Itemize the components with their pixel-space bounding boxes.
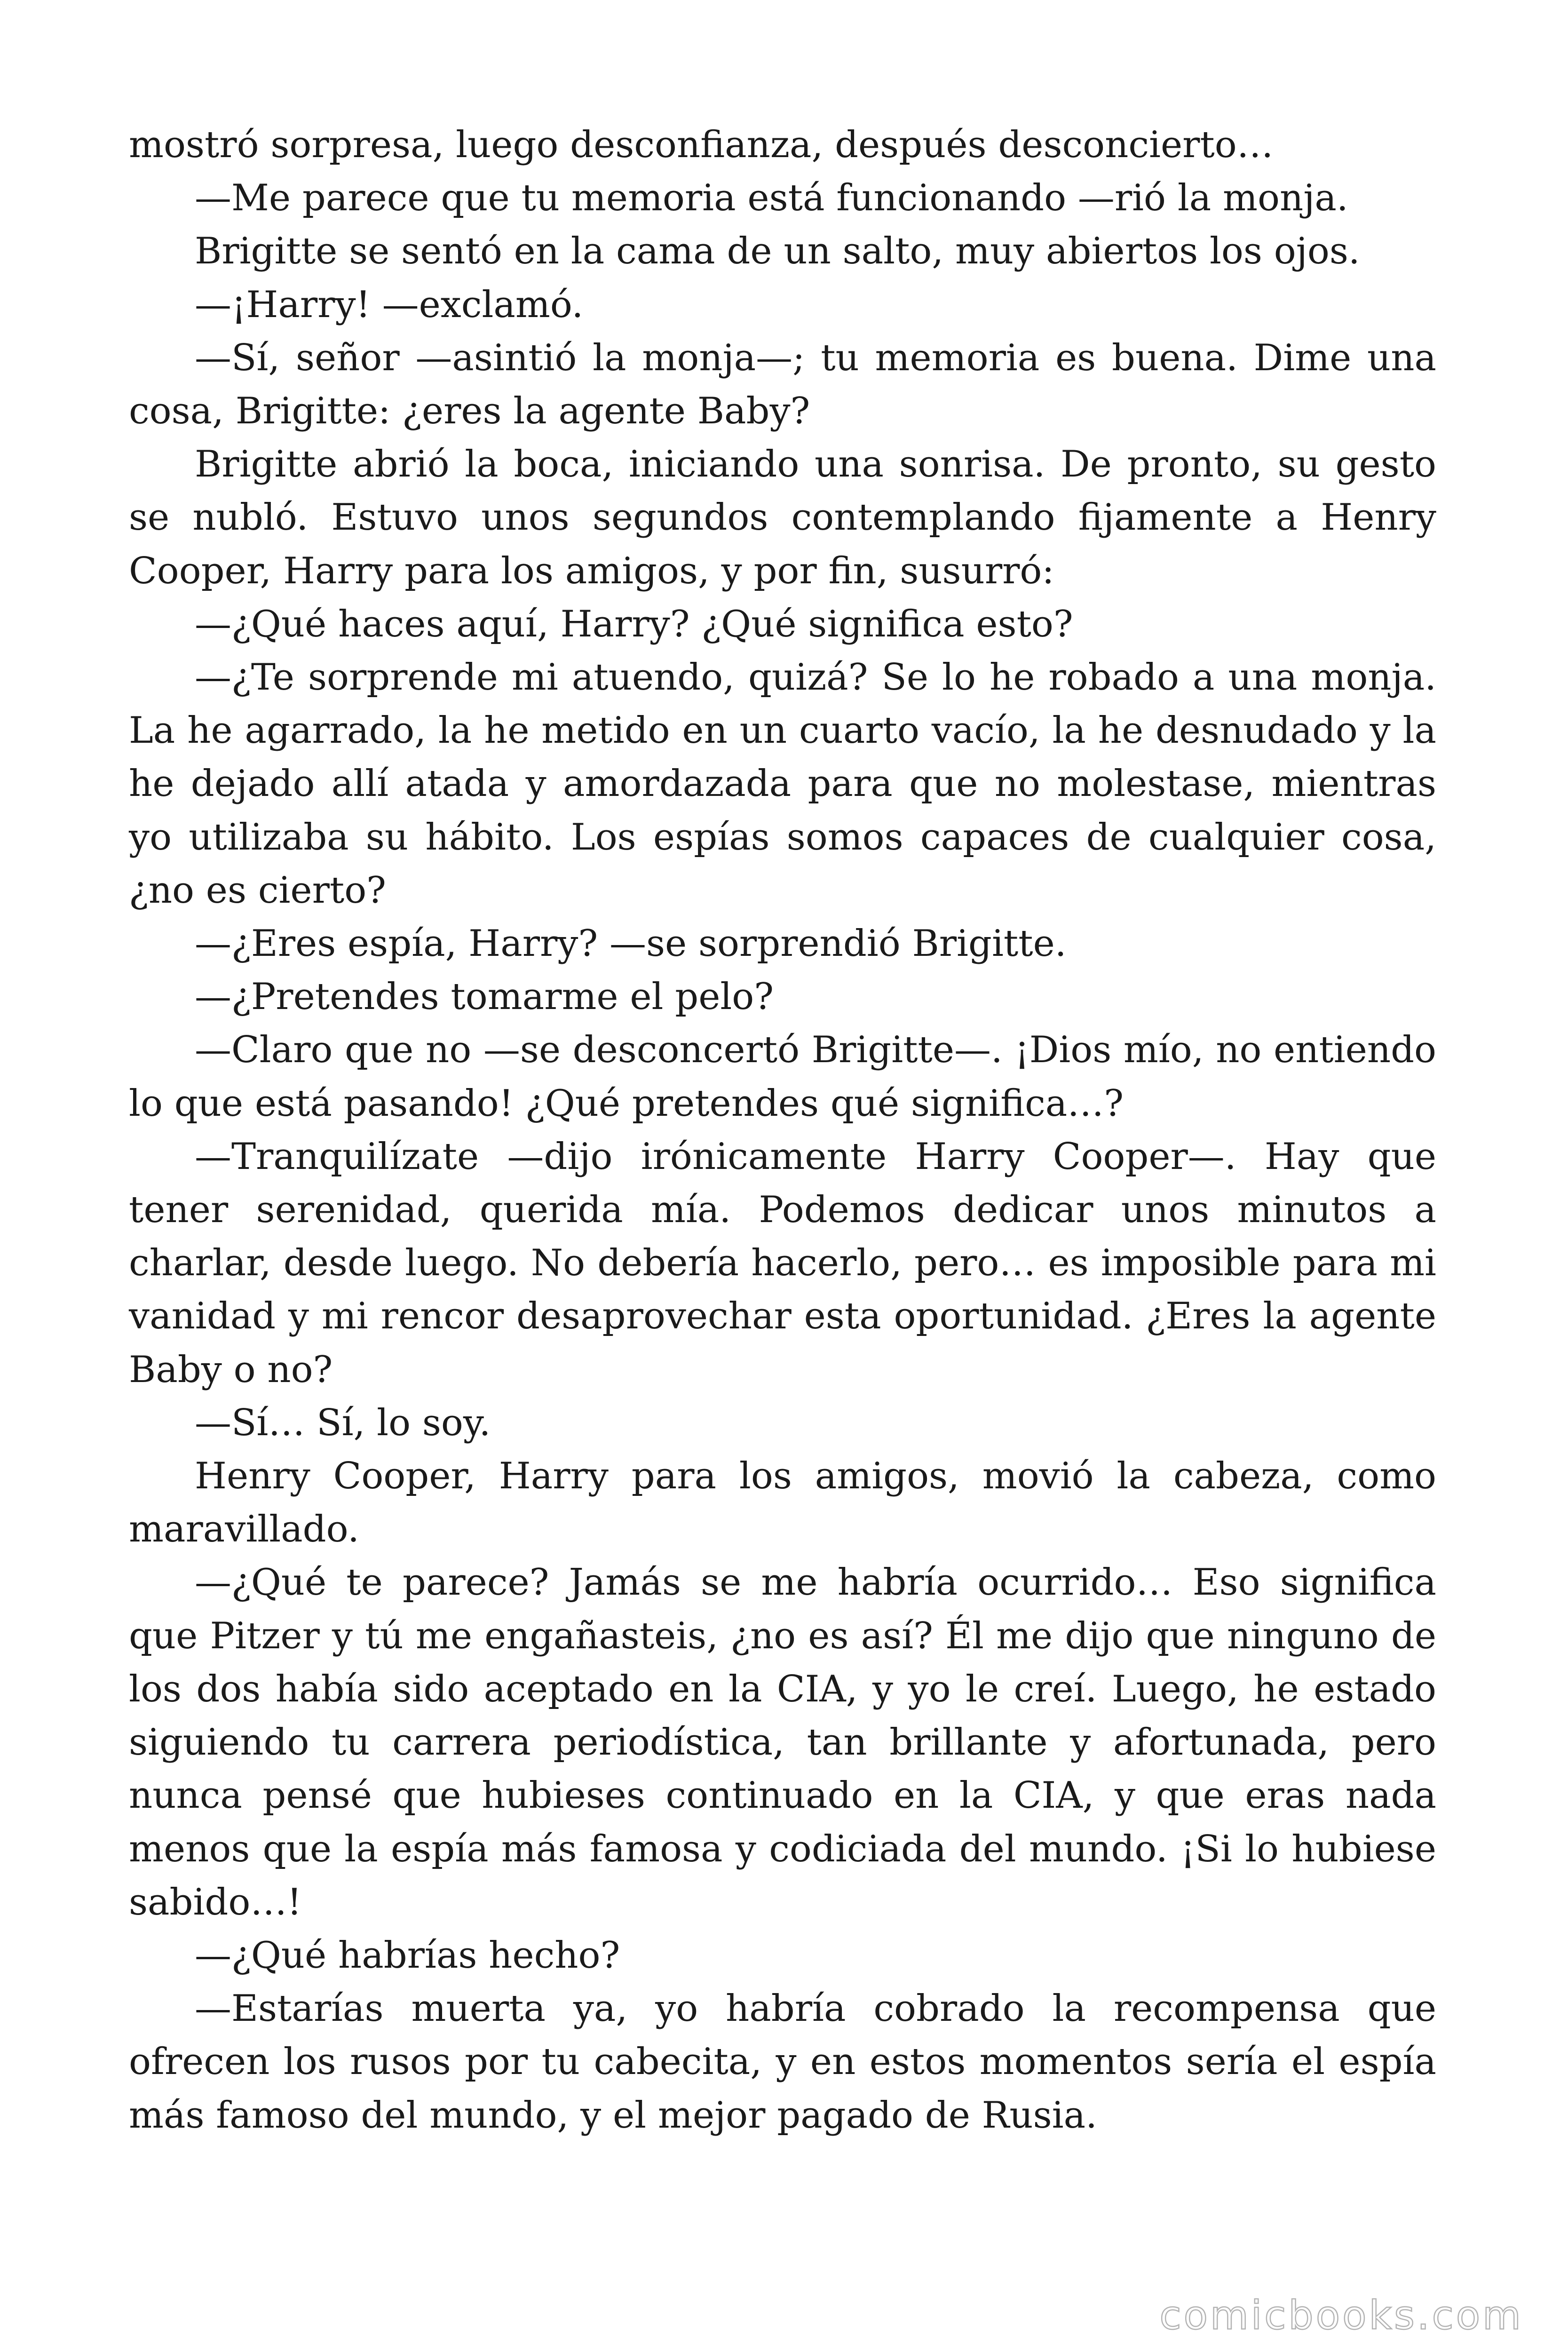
paragraph: Brigitte se sentó en la cama de un salto, muy abiertos los ojos.: [195, 230, 1360, 273]
paragraph: —Tranquilízate —dijo irónicamente Harry Cooper—. Hay que tener serenidad, querida mía. Podemos dedicar unos minutos a charlar, desde luego. No debería hacerlo, pero… es imposible para mi vanidad y mi rencor desaprovechar esta oportunidad. ¿Eres la agente Baby o no?: [129, 1135, 1436, 1391]
paragraph: —Estarías muerta ya, yo habría cobrado la recompensa que ofrecen los rusos por tu cabecita, y en estos momentos sería el espía más famoso del mundo, y el mejor pagado de Rusia.: [129, 1987, 1436, 2137]
paragraph: —¡Harry! —exclamó.: [195, 283, 584, 326]
paragraph: —¿Pretendes tomarme el pelo?: [195, 976, 774, 1018]
paragraph: —Claro que no —se desconcertó Brigitte—. ¡Dios mío, no entiendo lo que está pasando! ¿Qué pretendes qué significa…?: [129, 1029, 1436, 1125]
paragraph: —Sí… Sí, lo soy.: [195, 1401, 491, 1444]
watermark: comicbooks.com: [1159, 2292, 1523, 2338]
paragraph: Brigitte abrió la boca, iniciando una sonrisa. De pronto, su gesto se nubló. Estuvo unos segundos contemplando fijamente a Henry Cooper, Harry para los amigos, y por fin, susurró:: [129, 443, 1436, 592]
paragraph: —¿Qué haces aquí, Harry? ¿Qué significa esto?: [195, 603, 1073, 645]
paragraph: —Sí, señor —asintió la monja—; tu memoria es buena. Dime una cosa, Brigitte: ¿eres la agente Baby?: [129, 336, 1436, 433]
paragraph: —Me parece que tu memoria está funcionando —rió la monja.: [195, 177, 1348, 220]
paragraph: —¿Qué te parece? Jamás se me habría ocurrido… Eso significa que Pitzer y tú me engañasteis, ¿no es así? Él me dijo que ninguno de los dos había sido aceptado en la CIA, y yo le creí. Luego, he estado siguiendo tu carrera periodística, tan brillante y afortunada, pero nunca pensé que hubieses continuado en la CIA, y que eras nada menos que la espía más famosa y codiciada del mundo. ¡Si lo hubiese sabido…!: [129, 1561, 1436, 1923]
paragraph: mostró sorpresa, luego desconfianza, después desconcierto…: [129, 124, 1274, 166]
paragraph: —¿Qué habrías hecho?: [195, 1934, 620, 1977]
paragraph: —¿Te sorprende mi atuendo, quizá? Se lo he robado a una monja. La he agarrado, la he metido en un cuarto vacío, la he desnudado y la he dejado allí atada y amordazada para que no molestase, mientras yo utilizaba su hábito. Los espías somos capaces de cualquier cosa, ¿no es cierto?: [129, 656, 1436, 912]
paragraph: Henry Cooper, Harry para los amigos, movió la cabeza, como maravillado.: [129, 1455, 1436, 1551]
body-text: [129, 119, 1436, 2142]
paragraph: —¿Eres espía, Harry? —se sorprendió Brigitte.: [195, 922, 1067, 965]
